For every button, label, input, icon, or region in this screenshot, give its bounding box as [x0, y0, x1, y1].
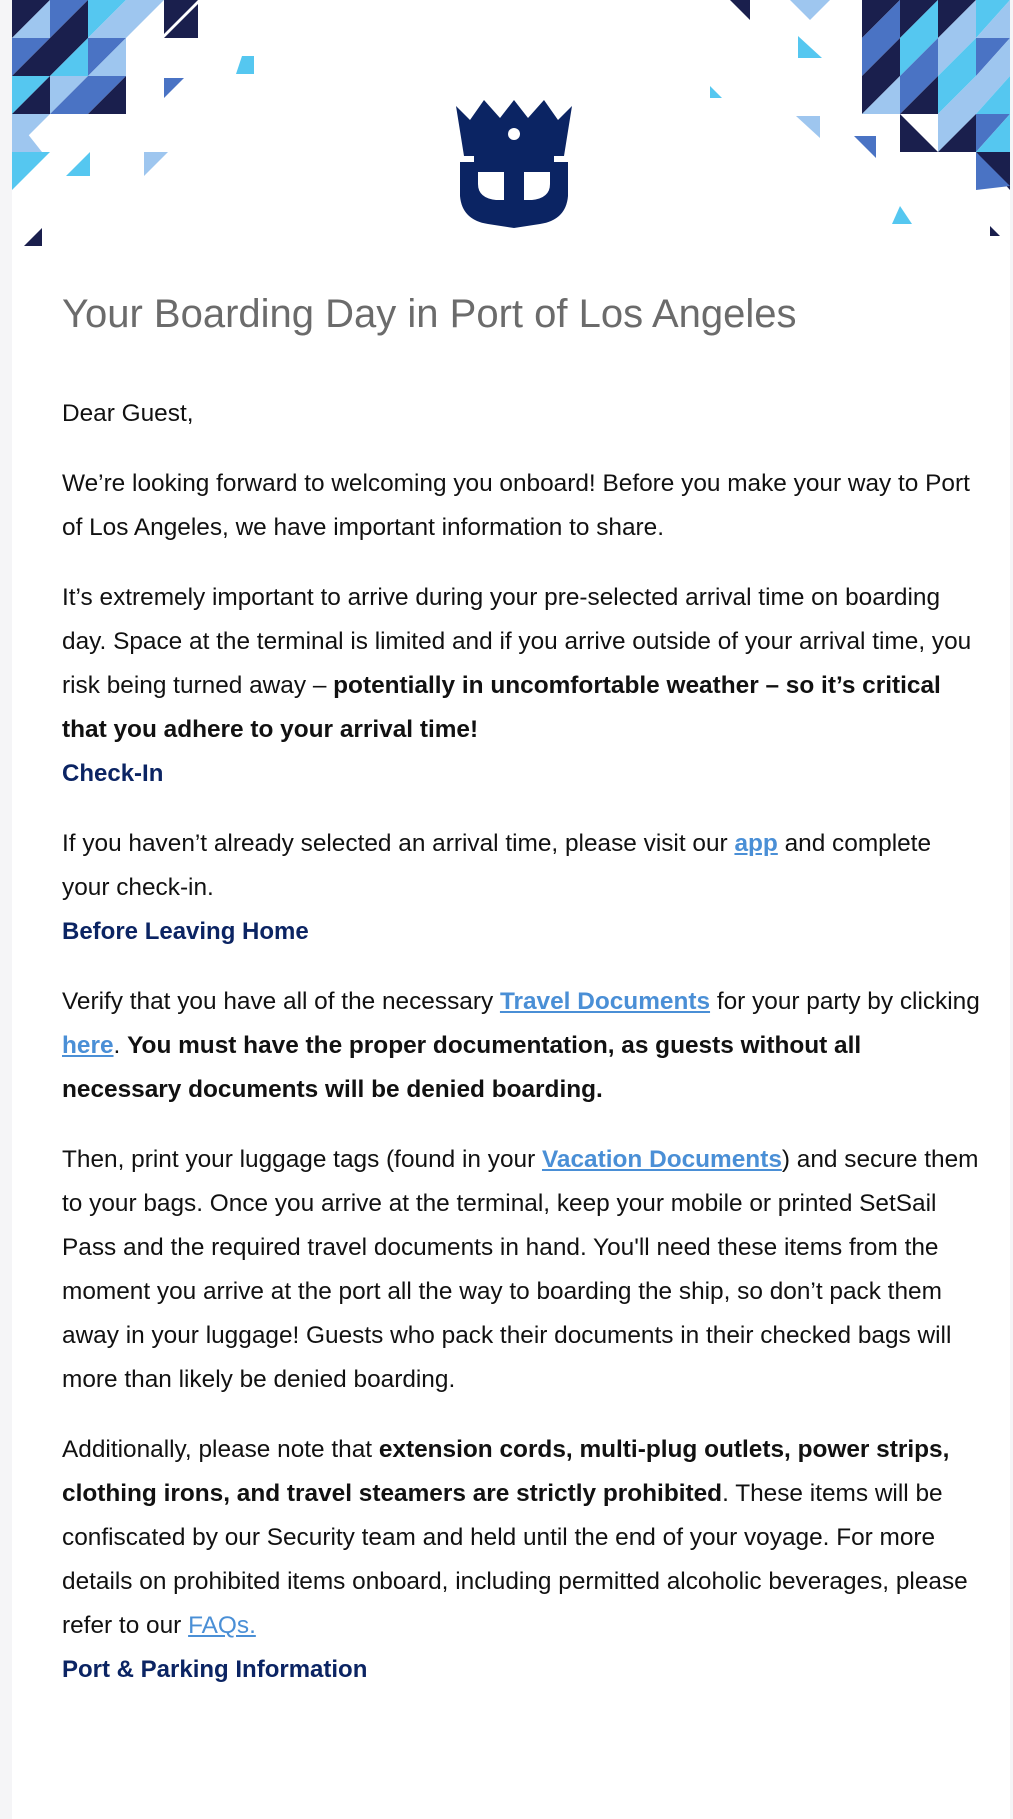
intro-paragraph: We’re looking forward to welcoming you onboard! Before you make your way to Port of Los Angeles, we have important information to share. — [62, 470, 970, 541]
checkin-paragraph — [62, 822, 982, 910]
prohibited-items-list: extension cords, multi-plug outlets, power strips, clothing irons, and travel steamers are strictly prohibited — [62, 1436, 950, 1507]
greeting: Dear Guest, — [62, 400, 194, 427]
checkin-heading: Check-In — [62, 760, 164, 787]
vacation-documents-link[interactable]: Vacation Documents — [541, 1146, 782, 1173]
email-header — [12, 0, 1010, 262]
checkin-text-after: and complete your check-in. — [62, 830, 932, 901]
luggage-paragraph — [62, 1138, 982, 1402]
documents-text-2: for your party by clicking — [710, 988, 980, 1015]
page-title: Your Boarding Day in Port of Los Angeles — [62, 292, 797, 336]
email-content — [62, 290, 982, 1692]
documents-text-3: . — [113, 1032, 128, 1059]
faqs-link[interactable]: FAQs. — [188, 1612, 256, 1639]
crown-anchor-icon — [456, 100, 572, 228]
port-parking-heading: Port & Parking Information — [62, 1656, 368, 1683]
documents-paragraph — [62, 980, 982, 1112]
email-body — [12, 0, 1010, 1819]
here-link[interactable]: here — [62, 1032, 114, 1059]
documents-text-1: Verify that you have all of the necessary — [62, 988, 500, 1015]
travel-documents-link[interactable]: Travel Documents — [499, 988, 711, 1015]
documents-warning: You must have the proper documentation, as guests without all necessary documents will be denied boarding. — [62, 1032, 862, 1103]
prohibited-text-1: Additionally, please note that — [62, 1436, 379, 1463]
before-leaving-heading: Before Leaving Home — [62, 918, 309, 945]
app-link[interactable]: app — [734, 830, 778, 857]
prohibited-text-2: . These items will be confiscated by our Security team and held until the end of your voyage. For more details on prohibited items onboard, including permitted alcoholic beverages, please refer to our — [62, 1480, 968, 1639]
arrival-warning: potentially in uncomfortable weather – so it’s critical that you adhere to your arrival time! — [62, 672, 941, 743]
checkin-text-before: If you haven’t already selected an arrival time, please visit our — [62, 830, 735, 857]
arrival-text: It’s extremely important to arrive during your pre-selected arrival time on boarding day. Space at the terminal is limited and if you arrive outside of your arrival time, you risk being turned away – — [62, 584, 972, 699]
prohibited-items-paragraph — [62, 1428, 982, 1648]
luggage-text-1: Then, print your luggage tags (found in your — [62, 1146, 542, 1173]
luggage-text-2: ) and secure them to your bags. Once you arrive at the terminal, keep your mobile or printed SetSail Pass and the required travel documents in hand. You'll need these items from the moment you arrive at the port all the way to boarding the ship, so don’t pack them away in your luggage! Guests who pack their documents in their checked bags will more than likely be denied boarding. — [62, 1146, 979, 1393]
arrival-paragraph — [62, 576, 982, 752]
